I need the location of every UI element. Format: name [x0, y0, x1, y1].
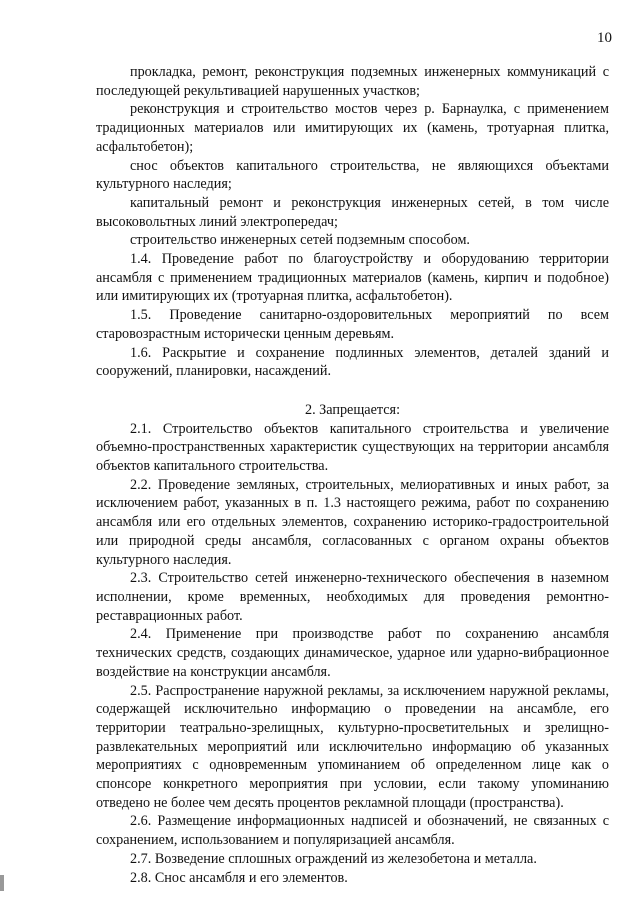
paragraph-a-3: снос объектов капитального строительства, не являющихся объектами культурного наследия;: [96, 157, 609, 193]
paragraph-2-3: 2.3. Строительство сетей инженерно-технического обеспечения в наземном исполнении, кроме временных, необходимых для проведения ремонтно-реставрационных работ.: [96, 570, 609, 624]
paragraph-1-4: 1.4. Проведение работ по благоустройству и оборудованию территории ансамбля с применением традиционных материалов (камень, кирпич и подобное) или имитирующих их (тротуарная плитка, асфальтобетон).: [96, 251, 609, 305]
paragraph-2-7: 2.7. Возведение сплошных ограждений из железобетона и металла.: [130, 850, 537, 867]
paragraph-2-1: 2.1. Строительство объектов капитального строительства и увеличение объемно-пространственных характеристик существующих на территории ансамбля объектов капитального строительства.: [96, 420, 609, 475]
section-heading: 2. Запрещается:: [304, 401, 401, 418]
paragraph-a-4: капитальный ремонт и реконструкция инженерных сетей, в том числе высоковольтных линий электропередач;: [96, 194, 609, 230]
paragraph-2-2: 2.2. Проведение земляных, строительных, мелиоративных и иных работ, за исключением работ, указанных в п. 1.3 настоящего режима, работ по сохранению ансамбля или его отдельных элементов, сохранению историко-градостроительной или природной среды ансамбля, согласованных с органом охраны объектов культурного наследия.: [96, 476, 609, 568]
paragraph-2-8: 2.8. Снос ансамбля и его элементов.: [130, 869, 348, 886]
page-number: 10: [597, 30, 612, 46]
paragraph-a-2: реконструкция и строительство мостов через р. Барнаулка, с применением традиционных материалов или имитирующих их (камень, тротуарная плитка, асфальтобетон);: [96, 101, 609, 155]
paragraph-1-6: 1.6. Раскрытие и сохранение подлинных элементов, деталей зданий и сооружений, планировки, насаждений.: [96, 344, 609, 380]
document-body: [96, 63, 609, 887]
paragraph-a-1: прокладка, ремонт, реконструкция подземных инженерных коммуникаций с последующей рекультивацией нарушенных участков;: [96, 64, 609, 99]
scan-edge-mark: [0, 875, 4, 891]
paragraph-2-4: 2.4. Применение при производстве работ по сохранению ансамбля технических средств, создающих динамическое, ударное или ударно-вибрационное воздействие на конструкции ансамбля.: [96, 626, 609, 680]
paragraph-2-6: 2.6. Размещение информационных надписей и обозначений, не связанных с сохранением, использованием и популяризацией ансамбля.: [96, 813, 609, 849]
paragraph-a-5: строительство инженерных сетей подземным способом.: [130, 232, 470, 249]
paragraph-2-5: 2.5. Распространение наружной рекламы, за исключением наружной рекламы, содержащей исключительно информацию о проведении на ансамбле, его территории театрально-зрелищных, культурно-просветительных и зрелищно-развлекательных мероприятий или исключительно информацию об указанных мероприятиях с одновременным упоминанием об определенном лице как о спонсоре конкретного мероприятия при условии, если такому упоминанию отведено не более чем десять процентов рекламной площади (пространства).: [96, 682, 609, 811]
paragraph-1-5: 1.5. Проведение санитарно-оздоровительных мероприятий по всем старовозрастным исторически ценным деревьям.: [96, 307, 609, 342]
